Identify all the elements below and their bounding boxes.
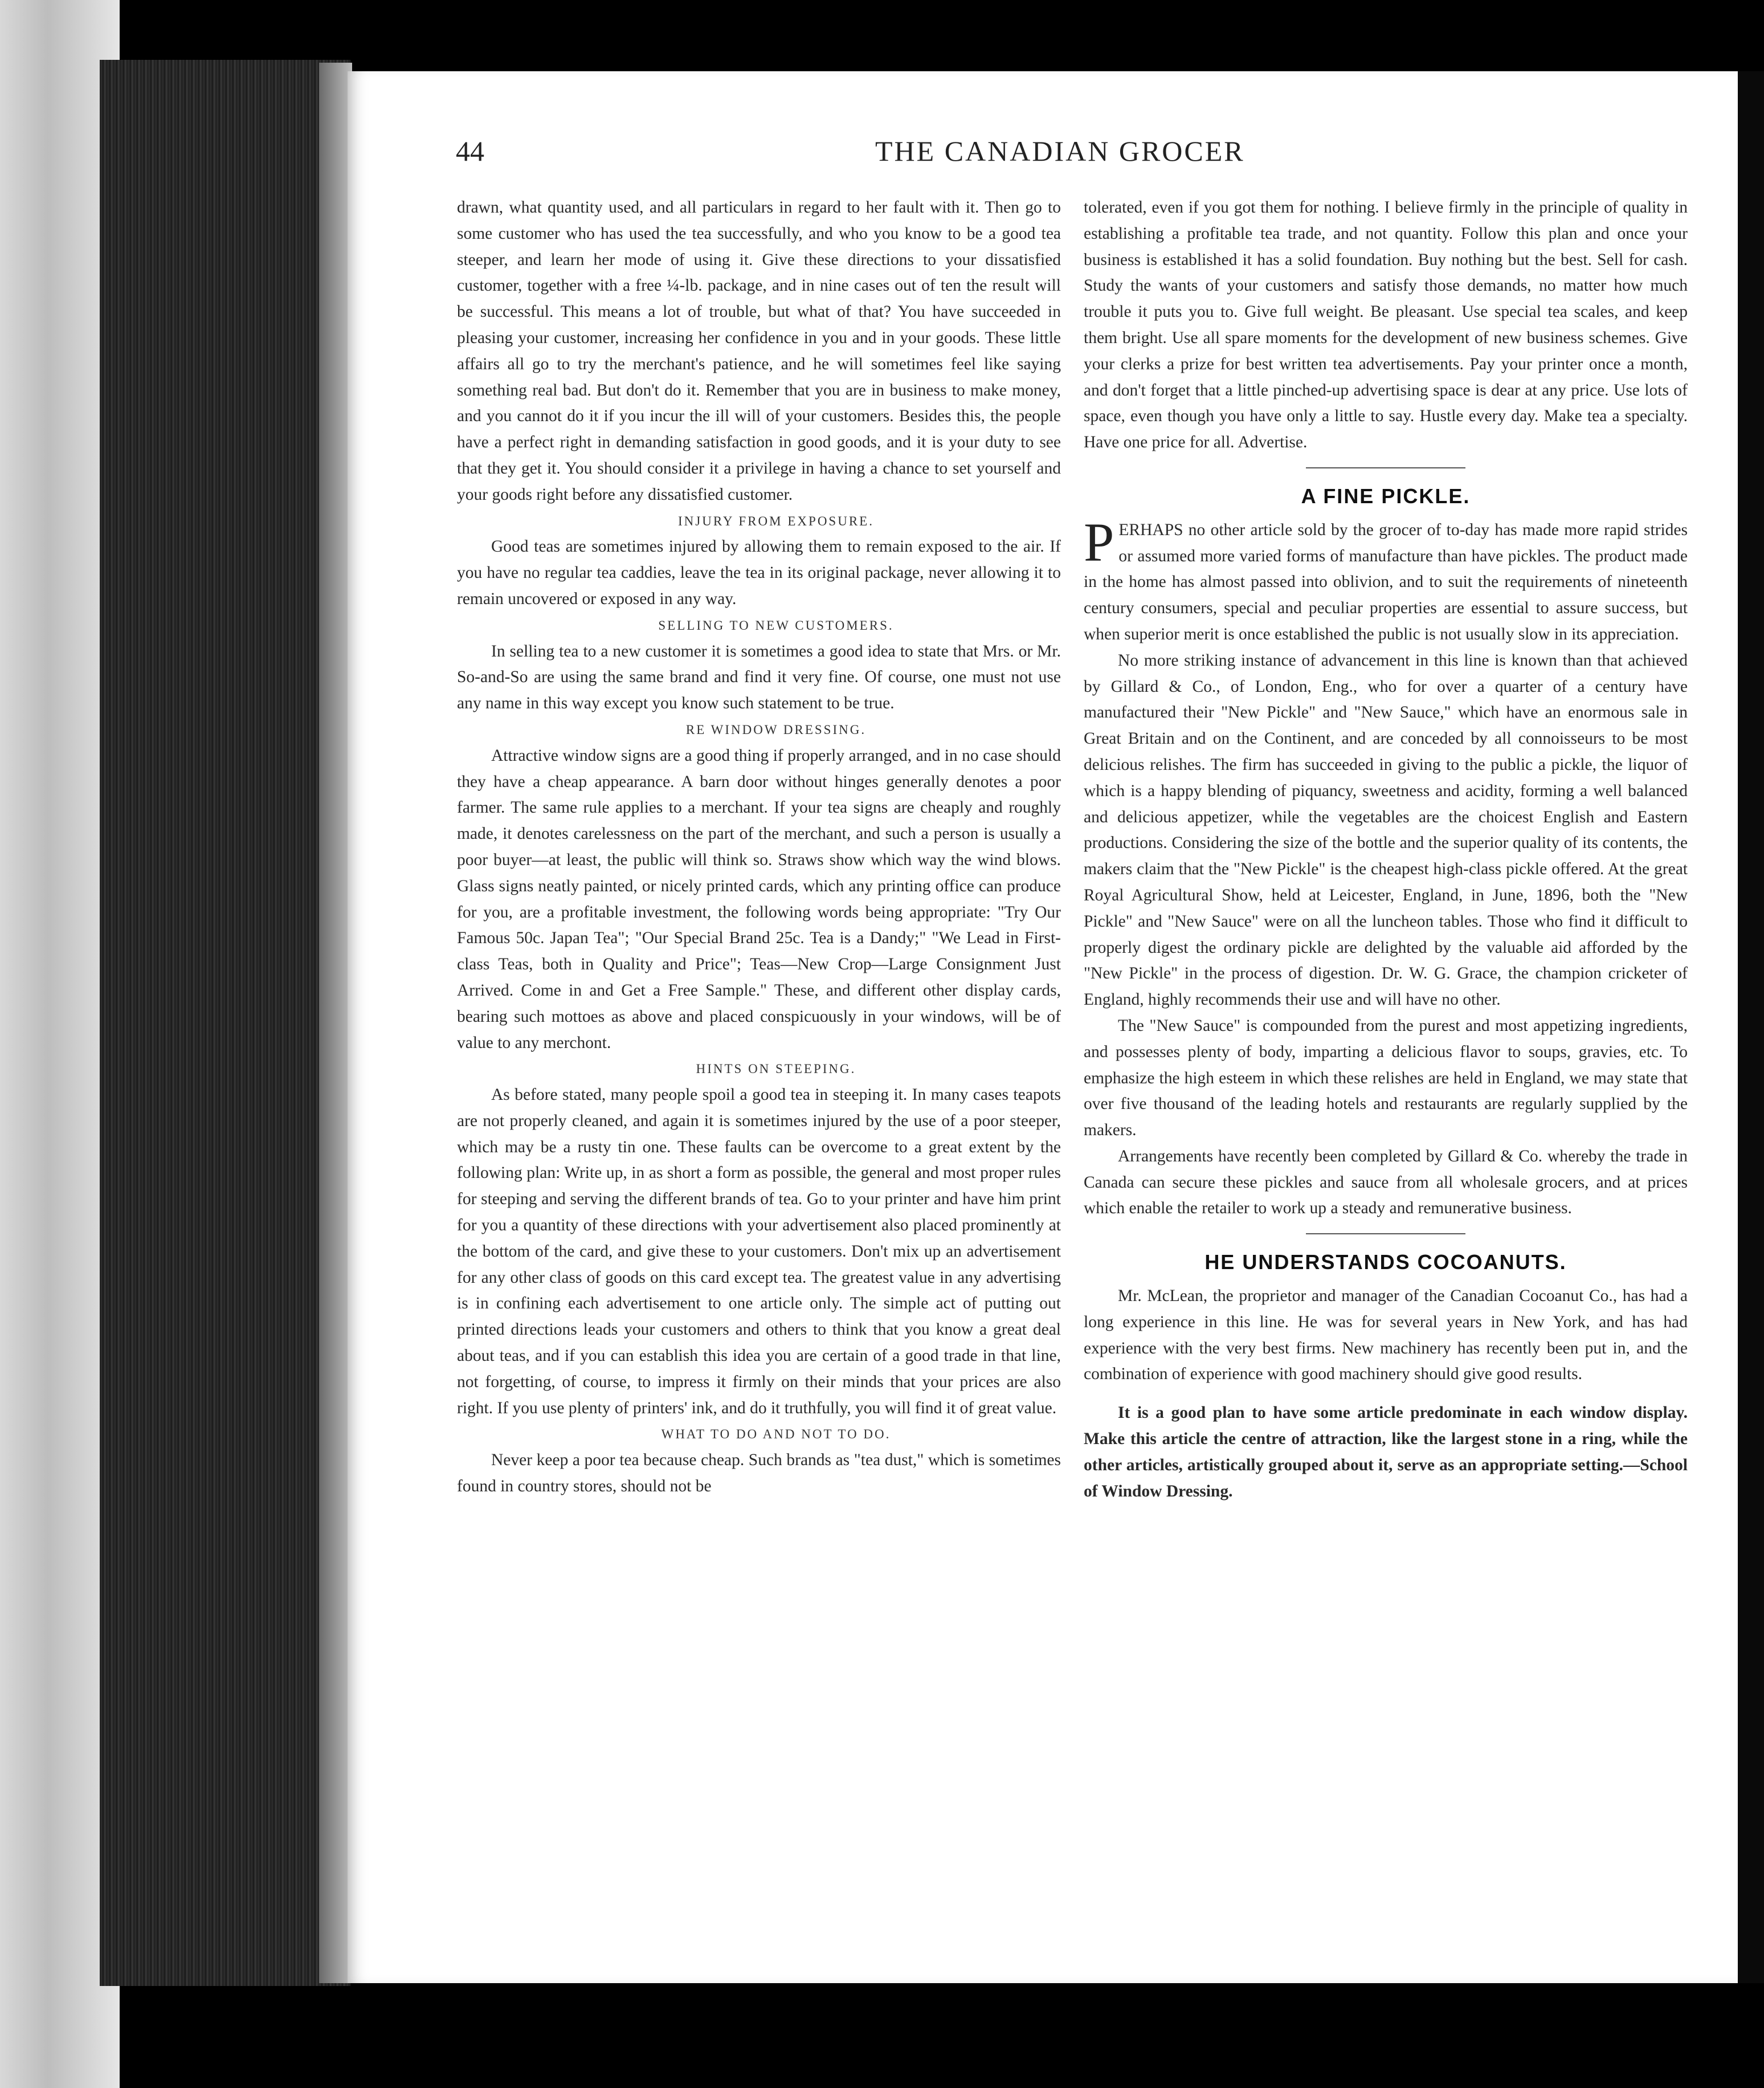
right-column — [1084, 195, 1688, 1504]
subheading-window: RE WINDOW DRESSING. — [685, 722, 867, 737]
subheading-injury: INJURY FROM EXPOSURE. — [678, 513, 874, 528]
paragraph-window-display: It is a good plan to have some article predominate in each window display. Make this article the centre of attraction, like the largest stone in a ring, while the other articles, artistically grouped about it, serve as an appropriate setting.—School of Window Dressing. — [1084, 1404, 1688, 1500]
paragraph-injury: Good teas are sometimes injured by allowing them to remain exposed to the air. If you have no regular tea caddies, leave the tea in its original package, never allowing it to remain uncovered or exposed in any way. — [457, 537, 1061, 608]
publication-title: THE CANADIAN GROCER — [875, 135, 1245, 167]
paragraph-window: Attractive window signs are a good thing if properly arranged, and in no case should they have a cheap appearance. A barn door without hinges generally denotes a poor farmer. The same rule applies to a merchant. If your tea signs are cheaply and roughly made, it denotes carelessness on the part of the merchant, and such a person is usually a poor buyer—at least, the public will think so. Straws show which way the wind blows. Glass signs neatly painted, or nicely printed cards, which any printing office can produce for you, are a profitable investment, the following words being appropriate: "Try Our Famous 50c. Japan Tea"; "Our Special Brand 25c. Tea is a Dandy;" "We Lead in First-class Teas, both in Quality and Price"; Teas—New Crop—Large Consignment Just Arrived. Come in and Get a Free Sample." These, and different other display cards, bearing such mottoes as above and placed conspicuously in your windows, will be of value to any merchont. — [457, 746, 1061, 1052]
subheading-hints: HINTS ON STEEPING. — [696, 1062, 856, 1076]
paragraph-hints: As before stated, many people spoil a good tea in steeping it. In many cases teapots are not properly cleaned, and again it is sometimes injured by the use of a poor steeper, which may be a rusty tin one. These faults can be overcome to a great extent by the following plan: Write up, in as short a form as possible, the general and most proper rules for steeping and serving the different brands of tea. Go to your printer and have him print for you a quantity of these directions with your advertisement also placed prominently at the bottom of the card, and give these to your customers. Don't mix up an advertisement for any other class of goods on this card except tea. The greatest value in any advertising is in confining each advertisement to one article only. The simple act of putting out printed directions leads your customers and others to think that you know a great deal about teas, and if you can establish this idea you are certain of a good trade in that line, not forgetting, of course, to impress it firmly on their minds that your prices are also right. If you use plenty of printers' ink, and do it truthfully, you will find it of great value. — [457, 1086, 1061, 1417]
subheading-what-to-do: WHAT TO DO AND NOT TO DO. — [661, 1427, 891, 1442]
section-divider — [1306, 467, 1465, 468]
subheading-selling: SELLING TO NEW CUSTOMERS. — [658, 618, 894, 633]
pickle-intro-text: ERHAPS no other article sold by the grocer of to-day has made more rapid strides or assumed more varied forms of manufacture than have pickles. The product made in the home has almost passed into oblivion, and to suit the requirements of nineteenth century consumers, special and peculiar properties are essential to assure success, but when superior merit is once established the public is not usually slow in its appreciation. — [1084, 520, 1688, 643]
paragraph-pickle-advancement: No more striking instance of advancement in this line is known than that achieved by Gillard & Co., of London, Eng., who for over a quarter of a century have manufactured their "New Pickle" and "New Sauce," which have an enormous sale in Great Britain and on the Continent, and are conceded by all connoisseurs to be most delicious relishes. The firm has succeeded in giving to the public a pickle, the liquor of which is a happy blending of piquancy, sweetness and acidity, forming a well balanced and delicious appetizer, while the vegetables are the choicest English and Eastern productions. Considering the size of the bottle and the superior quality of its contents, the makers claim that the "New Pickle" is the cheapest high-class pickle offered. At the great Royal Agricultural Show, held at Leicester, England, in June, 1896, both the "New Pickle" and "New Sauce" were on all the luncheon tables. Those who find it difficult to properly digest the ordinary pickle are delighted by the valuable aid afforded by the "New Pickle" in the process of digestion. Dr. W. G. Grace, the champion cricketer of England, highly recommends their use and will have no other. — [1084, 651, 1688, 1009]
paragraph-pickle-intro — [1084, 511, 1688, 648]
drop-cap: P — [1084, 511, 1114, 573]
paragraph-arrangements: Arrangements have recently been completed by Gillard & Co. whereby the trade in Canada can secure these pickles and sauce from all wholesale grocers, and at prices which enable the retailer to work up a steady and remunerative business. — [1084, 1147, 1688, 1218]
paragraph-new-sauce: The "New Sauce" is compounded from the purest and most appetizing ingredients, and possesses plenty of body, imparting a delicious flavor to soups, gravies, etc. To emphasize the high esteem in which these relishes are held in England, we may state that over five thousand of the leading hotels and restaurants are regularly supplied by the makers. — [1084, 1016, 1688, 1140]
paragraph-tea-continued: tolerated, even if you got them for nothing. I believe firmly in the principle of quality in establishing a profitable tea trade, and not quantity. Follow this plan and once your business is established it has a solid foundation. Buy nothing but the best. Sell for cash. Study the wants of your customers and satisfy those demands, no matter how much trouble it puts you to. Give full weight. Be pleasant. Use special tea scales, and keep them bright. Use all spare moments for the development of new business schemes. Give your clerks a prize for best written tea advertisements. Pay your printer once a month, and don't forget that a little pinched-up advertising space is dear at any price. Use lots of space, even though you have only a little to say. Hustle every day. Make tea a specialty. Have one price for all. Advertise. — [1084, 198, 1688, 452]
article-title-pickle: A FINE PICKLE. — [1301, 484, 1471, 508]
article-title-cocoanuts: HE UNDERSTANDS COCOANUTS. — [1204, 1250, 1567, 1274]
paragraph-what-to-do: Never keep a poor tea because cheap. Such brands as "tea dust," which is sometimes found in country stores, should not be — [457, 1451, 1061, 1496]
page-header — [456, 134, 1288, 174]
spacer — [1084, 1388, 1688, 1400]
scan-right-border — [1738, 71, 1764, 1983]
paragraph-cocoanuts: Mr. McLean, the proprietor and manager of the Canadian Cocoanut Co., has had a long experience in this line. He was for several years in New York, and has had experience with the very best firms. New machinery has recently been put in, and the combination of experience with good machinery should give good results. — [1084, 1287, 1688, 1384]
left-column — [457, 195, 1061, 1500]
paragraph-selling: In selling tea to a new customer it is sometimes a good idea to state that Mrs. or Mr. So-and-So are using the same brand and find it very fine. Of course, one must not use any name in this way except you know such statement to be true. — [457, 642, 1061, 713]
page-number: 44 — [456, 135, 484, 167]
section-divider — [1306, 1233, 1465, 1234]
book-spine-edge — [100, 60, 350, 1986]
paragraph-continued: drawn, what quantity used, and all particulars in regard to her fault with it. Then go to some customer who has used the tea successfully, and who you know to be a good tea steeper, and learn her mode of using it. Give these directions to your dissatisfied customer, together with a free ¼-lb. package, and in nine cases out of ten the result will be successful. This means a lot of trouble, but what of that? You have succeeded in pleasing your customer, increasing her confidence in you and in your goods. These little affairs all go to try the merchant's patience, and he will sometimes feel like saying something real bad. But don't do it. Remember that you are in business to make money, and you cannot do it if you incur the ill will of your customers. Besides this, the people have a perfect right in demanding satisfaction in good goods, and it is your duty to see that they get it. You should consider it a privilege in having a chance to set yourself and your goods right before any dissatisfied customer. — [457, 198, 1061, 504]
